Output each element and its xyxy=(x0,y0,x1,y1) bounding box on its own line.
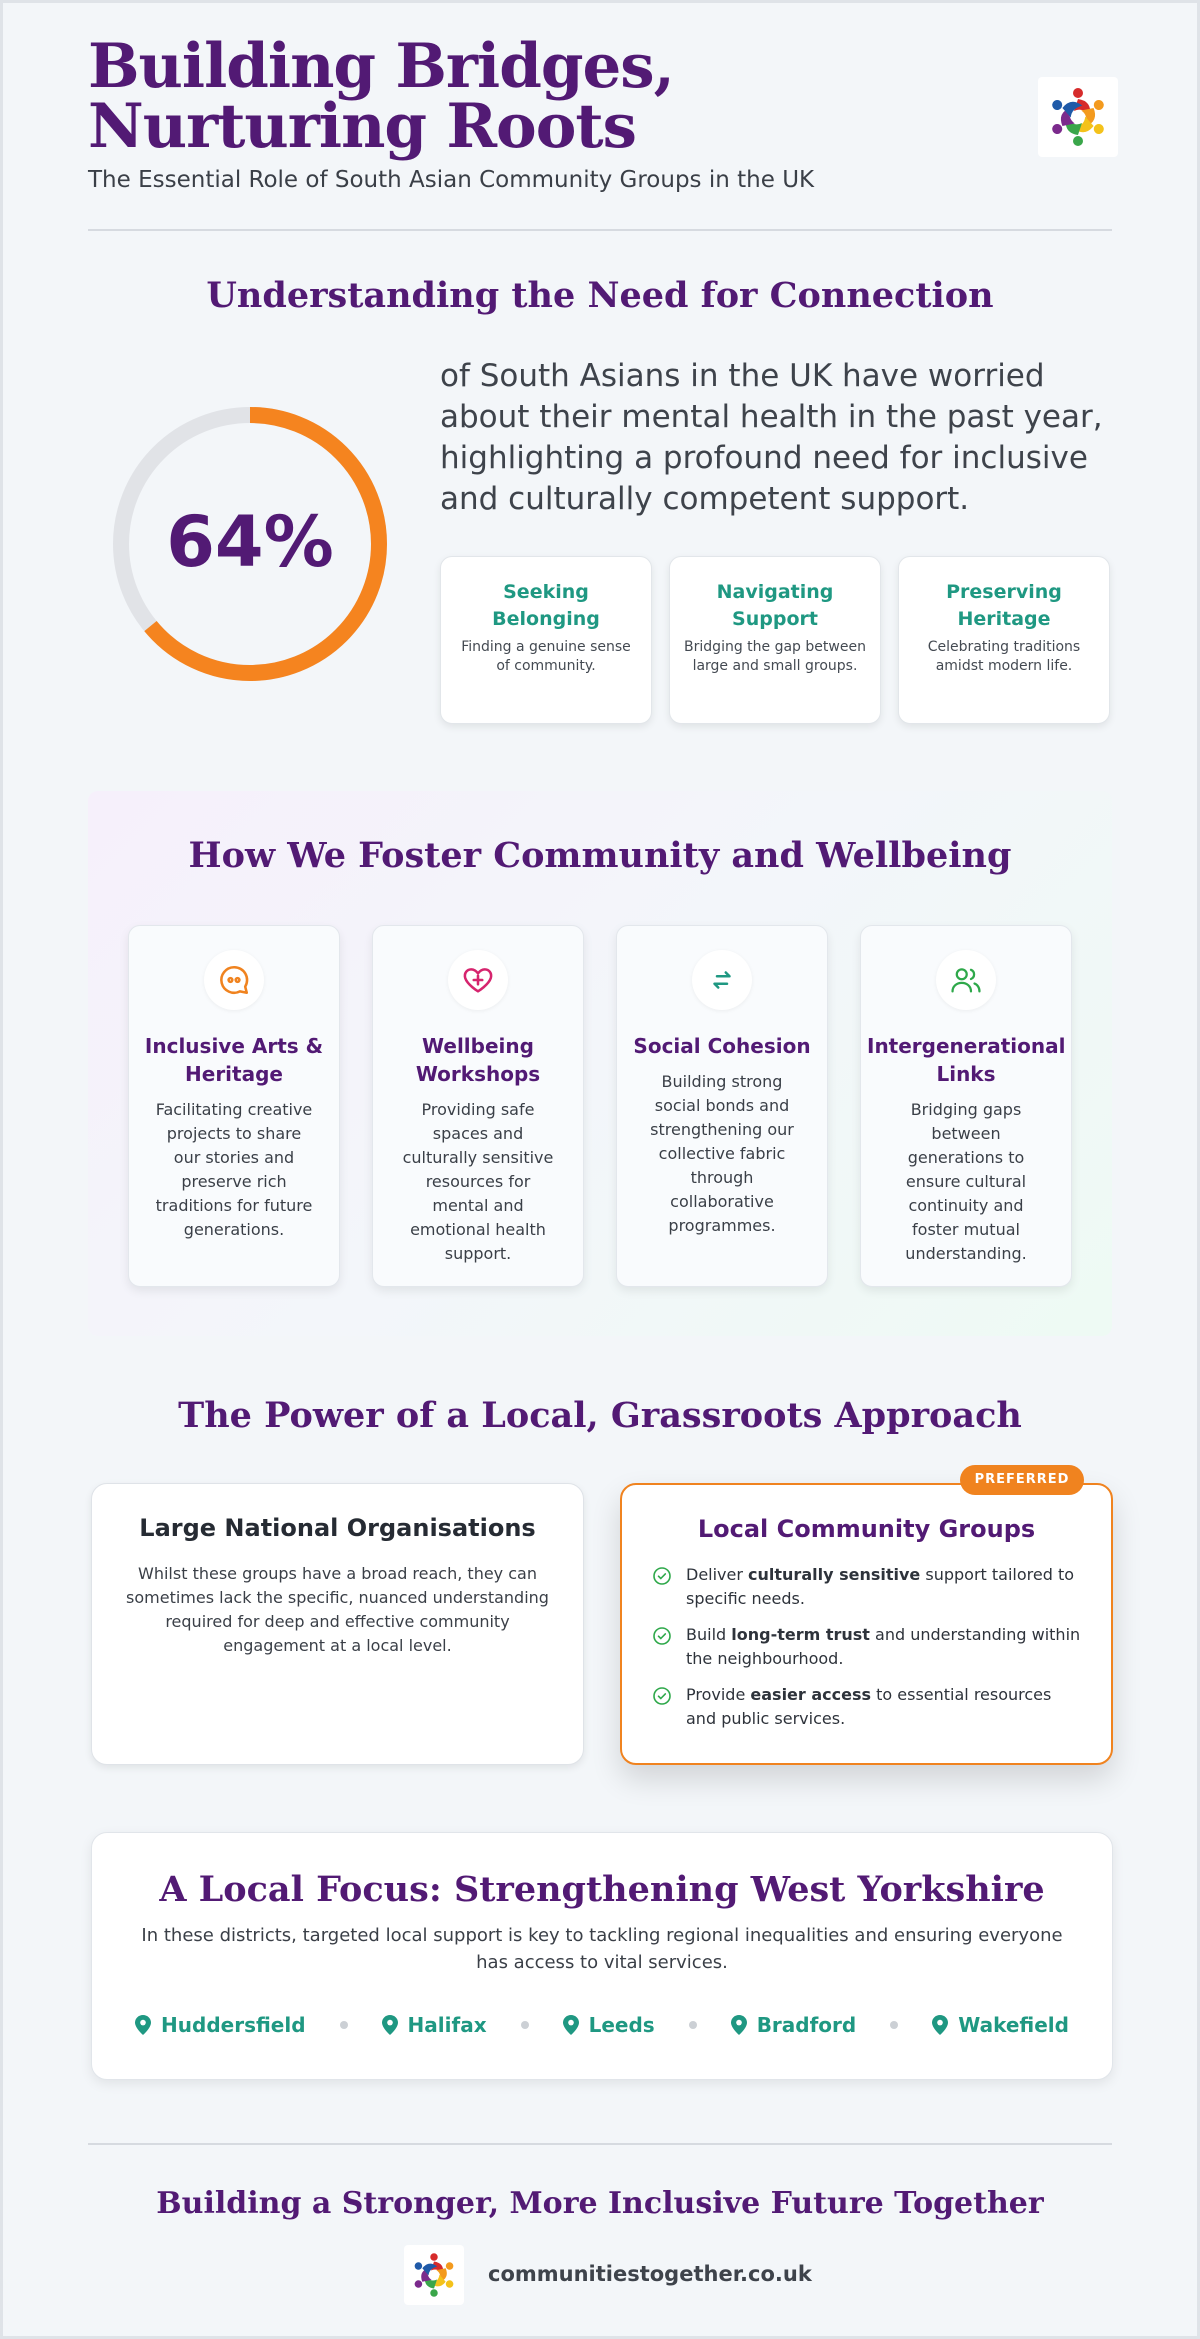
town-item xyxy=(382,2013,487,2037)
map-pin-icon xyxy=(135,2015,151,2035)
list-item-text: Deliver culturally sensitive support tailored to specific needs. xyxy=(686,1565,1075,1608)
divider xyxy=(88,229,1112,231)
local-groups-list xyxy=(652,1563,1081,1731)
map-pin-icon xyxy=(731,2015,747,2035)
towns-list xyxy=(92,2013,1112,2037)
need-card-desc: Celebrating traditions amidst modern life. xyxy=(927,639,1081,674)
map-pin-icon xyxy=(563,2015,579,2035)
town-item xyxy=(563,2013,655,2037)
check-circle-icon xyxy=(652,1686,672,1706)
preferred-badge: PREFERRED xyxy=(960,1465,1084,1495)
header xyxy=(88,31,1118,193)
local-groups-card xyxy=(620,1472,1113,1765)
foster-card-desc: Facilitating creative projects to share our stories and preserve rich traditions for future generations. xyxy=(155,1100,313,1239)
list-item-text: Provide easier access to essential resources and public services. xyxy=(686,1685,1052,1728)
separator-dot xyxy=(521,2021,529,2029)
town-item xyxy=(731,2013,857,2037)
list-item xyxy=(652,1563,1081,1611)
people-icon xyxy=(936,950,996,1010)
list-item-text: Build long-term trust and understanding within the neighbourhood. xyxy=(686,1625,1081,1668)
local-focus-heading: A Local Focus: Strengthening West Yorkshire xyxy=(159,1869,1045,1910)
foster-card-title: Wellbeing Workshops xyxy=(415,1034,541,1086)
need-card xyxy=(440,556,652,724)
map-pin-icon xyxy=(382,2015,398,2035)
foster-card-desc: Bridging gaps between generations to ensure cultural continuity and foster mutual understanding. xyxy=(905,1100,1027,1263)
community-logo-icon xyxy=(1038,77,1118,157)
page-title: Building Bridges, Nurturing Roots xyxy=(88,31,674,162)
foster-card-title: Social Cohesion xyxy=(633,1034,811,1058)
need-card-title: Seeking Belonging xyxy=(492,581,600,630)
heart-plus-icon xyxy=(448,950,508,1010)
website-link[interactable]: communitiestogether.co.uk xyxy=(488,2262,812,2286)
town-name: Halifax xyxy=(407,2013,487,2037)
national-orgs-card xyxy=(91,1483,584,1765)
footer-logo xyxy=(404,2245,464,2305)
foster-card-desc: Building strong social bonds and strengthening our collective fabric through collaborative programmes. xyxy=(650,1072,794,1235)
chat-bubble-icon xyxy=(204,950,264,1010)
town-name: Huddersfield xyxy=(161,2013,306,2037)
town-name: Bradford xyxy=(756,2013,857,2037)
need-card-desc: Finding a genuine sense of community. xyxy=(461,639,631,674)
foster-card xyxy=(128,925,340,1287)
community-logo xyxy=(1038,77,1118,157)
foster-card-title: Intergenerational Links xyxy=(867,1034,1066,1086)
check-circle-icon xyxy=(652,1566,672,1586)
separator-dot xyxy=(890,2021,898,2029)
stat-value: 64% xyxy=(166,501,334,583)
local-groups-title: Local Community Groups xyxy=(697,1515,1036,1543)
local-focus-card xyxy=(91,1832,1113,2080)
national-orgs-desc: Whilst these groups have a broad reach, they can sometimes lack the specific, nuanced understanding required for deep and effective community engagement at a local level. xyxy=(126,1564,549,1655)
need-card xyxy=(669,556,881,724)
check-circle-icon xyxy=(652,1626,672,1646)
footer-title: Building a Stronger, More Inclusive Future Together xyxy=(156,2186,1044,2221)
list-item xyxy=(652,1683,1081,1731)
town-name: Wakefield xyxy=(958,2013,1069,2037)
community-logo-icon xyxy=(404,2245,464,2305)
approach-heading: The Power of a Local, Grassroots Approach xyxy=(178,1395,1022,1436)
town-name: Leeds xyxy=(588,2013,655,2037)
foster-heading: How We Foster Community and Wellbeing xyxy=(188,835,1012,876)
list-item xyxy=(652,1623,1081,1671)
foster-card-desc: Providing safe spaces and culturally sensitive resources for mental and emotional health support. xyxy=(402,1100,554,1263)
stat-donut xyxy=(105,399,395,689)
need-card-desc: Bridging the gap between large and small groups. xyxy=(684,639,866,674)
divider xyxy=(88,2143,1112,2145)
national-orgs-title: Large National Organisations xyxy=(139,1514,536,1542)
separator-dot xyxy=(689,2021,697,2029)
town-item xyxy=(135,2013,306,2037)
separator-dot xyxy=(340,2021,348,2029)
foster-card xyxy=(616,925,828,1287)
foster-card xyxy=(860,925,1072,1287)
stat-description: of South Asians in the UK have worried about their mental health in the past year, highlighting a profound need for inclusive and culturally competent support. xyxy=(440,358,1103,517)
infographic-page xyxy=(3,3,1197,2336)
need-heading: Understanding the Need for Connection xyxy=(206,275,994,316)
foster-card-title: Inclusive Arts & Heritage xyxy=(144,1034,324,1086)
map-pin-icon xyxy=(932,2015,948,2035)
foster-card xyxy=(372,925,584,1287)
town-item xyxy=(932,2013,1069,2037)
page-subtitle: The Essential Role of South Asian Community Groups in the UK xyxy=(88,167,815,193)
need-card-title: Navigating Support xyxy=(716,581,834,630)
need-card-title: Preserving Heritage xyxy=(946,581,1062,630)
local-focus-desc: In these districts, targeted local support is key to tackling regional inequalities and ensuring everyone has access to vital services. xyxy=(141,1925,1063,1973)
exchange-arrows-icon xyxy=(692,950,752,1010)
need-card xyxy=(898,556,1110,724)
